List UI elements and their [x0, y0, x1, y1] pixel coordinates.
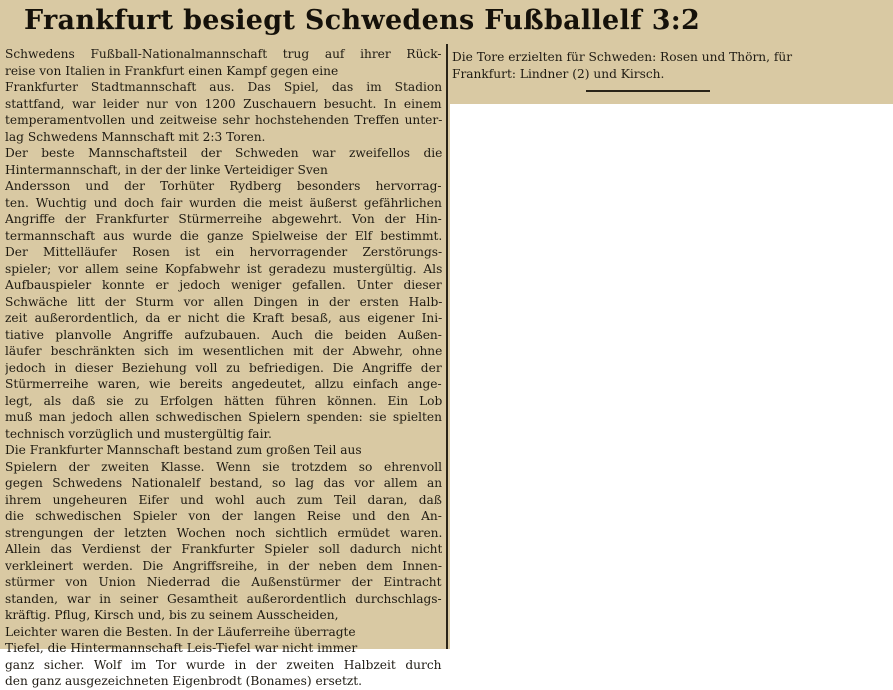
text-line: Frankfurt: Lindner (2) und Kirsch.: [452, 67, 665, 81]
text-line: Tiefel, die Hintermannschaft Leis-Tiefel war nicht immer: [5, 641, 358, 655]
text-line: Der Mittelläufer Rosen ist ein hervorragender Zerstörungs-: [5, 245, 442, 259]
text-line: ten. Wuchtig und doch fair wurden die meist äußerst gefährlichen: [5, 195, 442, 210]
text-line: technisch vorzüglich und mustergültig fair.: [5, 426, 272, 441]
text-line: den ganz ausgezeichneten Eigenbrodt (Bonames) ersetzt.: [5, 674, 363, 688]
text-line: Hintermannschaft, in der der linke Verteidiger Sven: [5, 162, 328, 177]
text-line: stattfand, war leider nur von 1200 Zuschauern besucht. In einem: [5, 96, 442, 111]
text-line: stürmer von Union Niederrad die Außenstürmer der Eintracht: [5, 575, 442, 589]
text-line: verkleinert werden. Die Angriffsreihe, in der neben dem Innen-: [5, 558, 442, 573]
text-line: Die Tore erzielten für Schweden: Rosen und Thörn, für: [452, 50, 793, 64]
text-line: jedoch in dieser Beziehung voll zu befriedigen. Die Angriffe der: [5, 360, 442, 375]
text-line: Stürmerreihe waren, wie bereits angedeutet, allzu einfach ange-: [5, 377, 442, 391]
column-divider: [446, 44, 448, 649]
text-line: ihrem ungeheuren Eifer und wohl auch zum Teil daran, daß: [5, 492, 442, 507]
text-line: Die Frankfurter Mannschaft bestand zum großen Teil aus: [5, 443, 362, 457]
text-line: reise von Italien in Frankfurt einen Kampf gegen eine: [5, 63, 339, 78]
text-line: Spielern der zweiten Klasse. Wenn sie trotzdem so ehrenvoll: [5, 459, 442, 474]
text-line: kräftig. Pflug, Kirsch und, bis zu seinem Ausscheiden,: [5, 608, 339, 622]
text-line: legt, als daß sie zu Erfolgen hätten führen können. Ein Lob: [5, 393, 442, 408]
text-line: tiative planvolle Angriffe aufzubauen. Auch die beiden Außen-: [5, 327, 442, 342]
text-line: Allein das Verdienst der Frankfurter Spieler soll dadurch nicht: [5, 542, 442, 556]
text-line: lag Schwedens Mannschaft mit 2:3 Toren.: [5, 129, 266, 144]
text-line: muß man jedoch allen schwedischen Spielern spenden: sie spielten: [5, 410, 442, 424]
text-line: Schwedens Fußball-Nationalmannschaft trug auf ihrer Rück-: [5, 47, 442, 61]
text-line: temperamentvollen und zeitweise sehr hochstehenden Treffen unter-: [5, 113, 442, 127]
text-line: Frankfurter Stadtmannschaft aus. Das Spiel, das im Stadion: [5, 80, 442, 94]
text-line: gegen Schwedens Nationalelf bestand, so lag das vor allem an: [5, 476, 442, 490]
text-line: spieler; vor allem seine Kopfabwehr ist geradezu mustergültig. Als: [5, 261, 442, 276]
text-line: Leichter waren die Besten. In der Läuferreihe überragte: [5, 624, 356, 639]
article-end-rule: [586, 90, 710, 92]
text-line: strengungen der letzten Wochen noch sichtlich ermüdet waren.: [5, 525, 442, 540]
article-body-right: [452, 49, 890, 83]
text-line: Angriffe der Frankfurter Stürmerreihe abgewehrt. Von der Hin-: [5, 212, 442, 226]
text-line: die schwedischen Spieler von der langen Reise und den An-: [5, 509, 442, 523]
article-headline: Frankfurt besiegt Schwedens Fußballelf 3:2: [24, 5, 701, 36]
article-body-left: [5, 46, 442, 690]
text-line: Aufbauspieler konnte er jedoch weniger gefallen. Unter dieser: [5, 278, 442, 292]
text-line: läufer beschränkten sich im wesentlichen mit der Abwehr, ohne: [5, 344, 442, 358]
text-line: ganz sicher. Wolf im Tor wurde in der zweiten Halbzeit durch: [5, 657, 442, 672]
text-line: Andersson und der Torhüter Rydberg besonders hervorrag-: [5, 179, 442, 193]
text-line: Der beste Mannschaftsteil der Schweden war zweifellos die: [5, 146, 442, 160]
text-line: Schwäche litt der Sturm vor allen Dingen in der ersten Halb-: [5, 294, 442, 309]
text-line: standen, war in seiner Gesamtheit außerordentlich durchschlags-: [5, 591, 442, 606]
text-line: termannschaft aus wurde die ganze Spielweise der Elf bestimmt.: [5, 228, 442, 243]
text-line: zeit außerordentlich, da er nicht die Kraft besaß, aus eigener Ini-: [5, 311, 442, 325]
